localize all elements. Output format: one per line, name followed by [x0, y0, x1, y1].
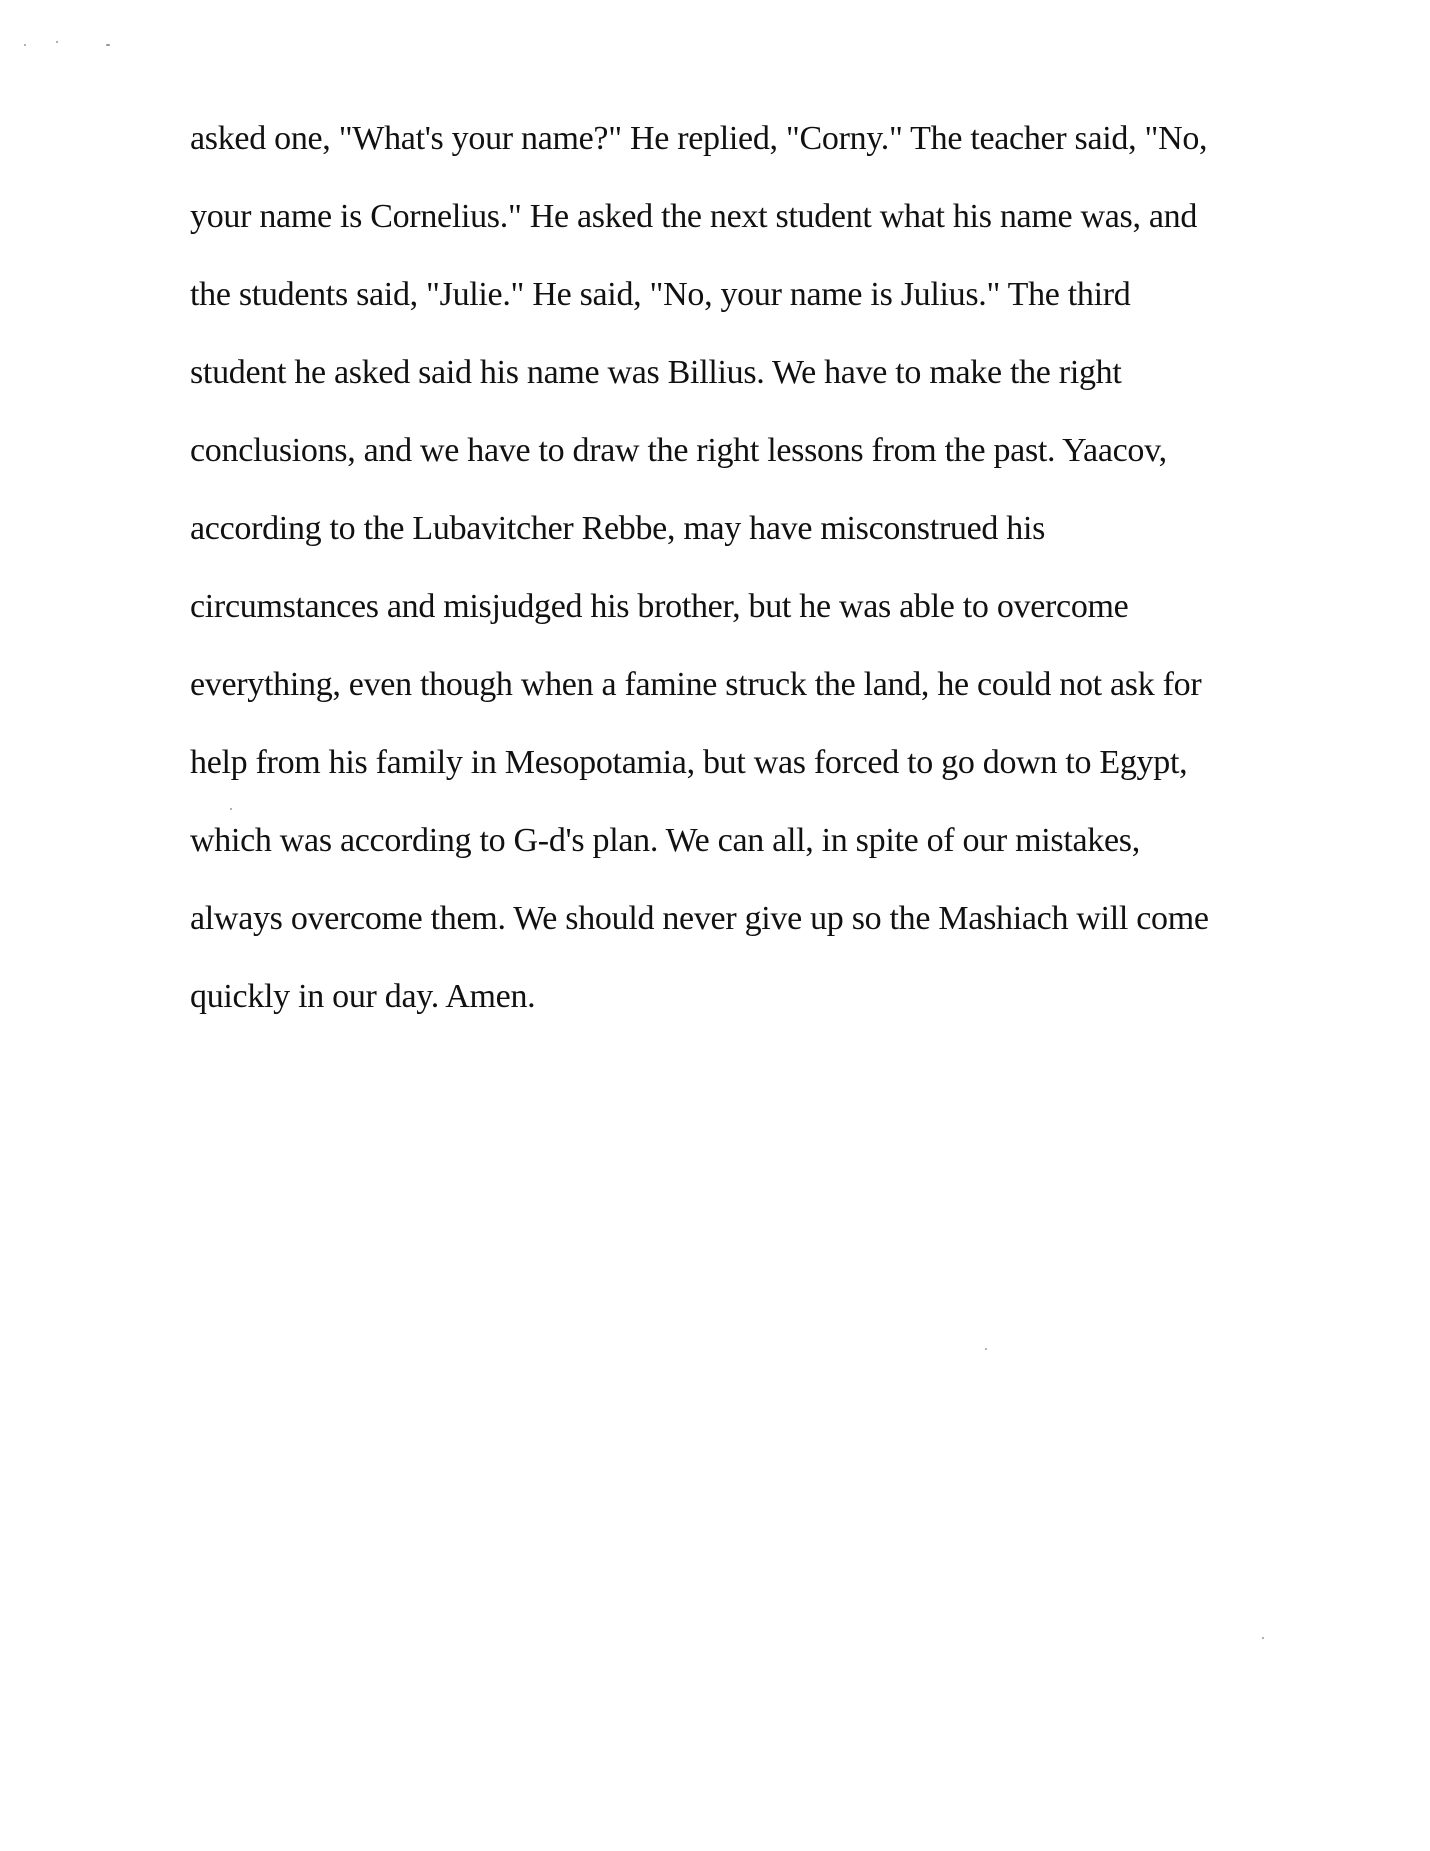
text-line: student he asked said his name was Billius. We have to make the right: [190, 354, 1122, 391]
text-line: circumstances and misjudged his brother, but he was able to overcome: [190, 588, 1129, 625]
scan-speck: [56, 41, 58, 43]
scan-speck: [106, 44, 110, 46]
text-line: conclusions, and we have to draw the right lessons from the past. Yaacov,: [190, 432, 1167, 469]
scan-speck: [24, 44, 26, 46]
text-line: everything, even though when a famine struck the land, he could not ask for: [190, 666, 1202, 703]
text-line: your name is Cornelius." He asked the next student what his name was, and: [190, 198, 1198, 235]
text-line: always overcome them. We should never give up so the Mashiach will come: [190, 900, 1209, 937]
text-line: which was according to G-d's plan. We can all, in spite of our mistakes,: [190, 822, 1140, 859]
text-line: according to the Lubavitcher Rebbe, may have misconstrued his: [190, 510, 1046, 547]
text-line: quickly in our day. Amen.: [190, 978, 536, 1015]
text-line: help from his family in Mesopotamia, but was forced to go down to Egypt,: [190, 744, 1188, 781]
scan-speck: [1262, 1637, 1264, 1639]
text-line: asked one, "What's your name?" He replied, "Corny." The teacher said, "No,: [190, 120, 1208, 157]
scan-speck: [985, 1348, 987, 1350]
text-line: the students said, "Julie." He said, "No, your name is Julius." The third: [190, 276, 1131, 313]
body-text: [190, 122, 1220, 1058]
